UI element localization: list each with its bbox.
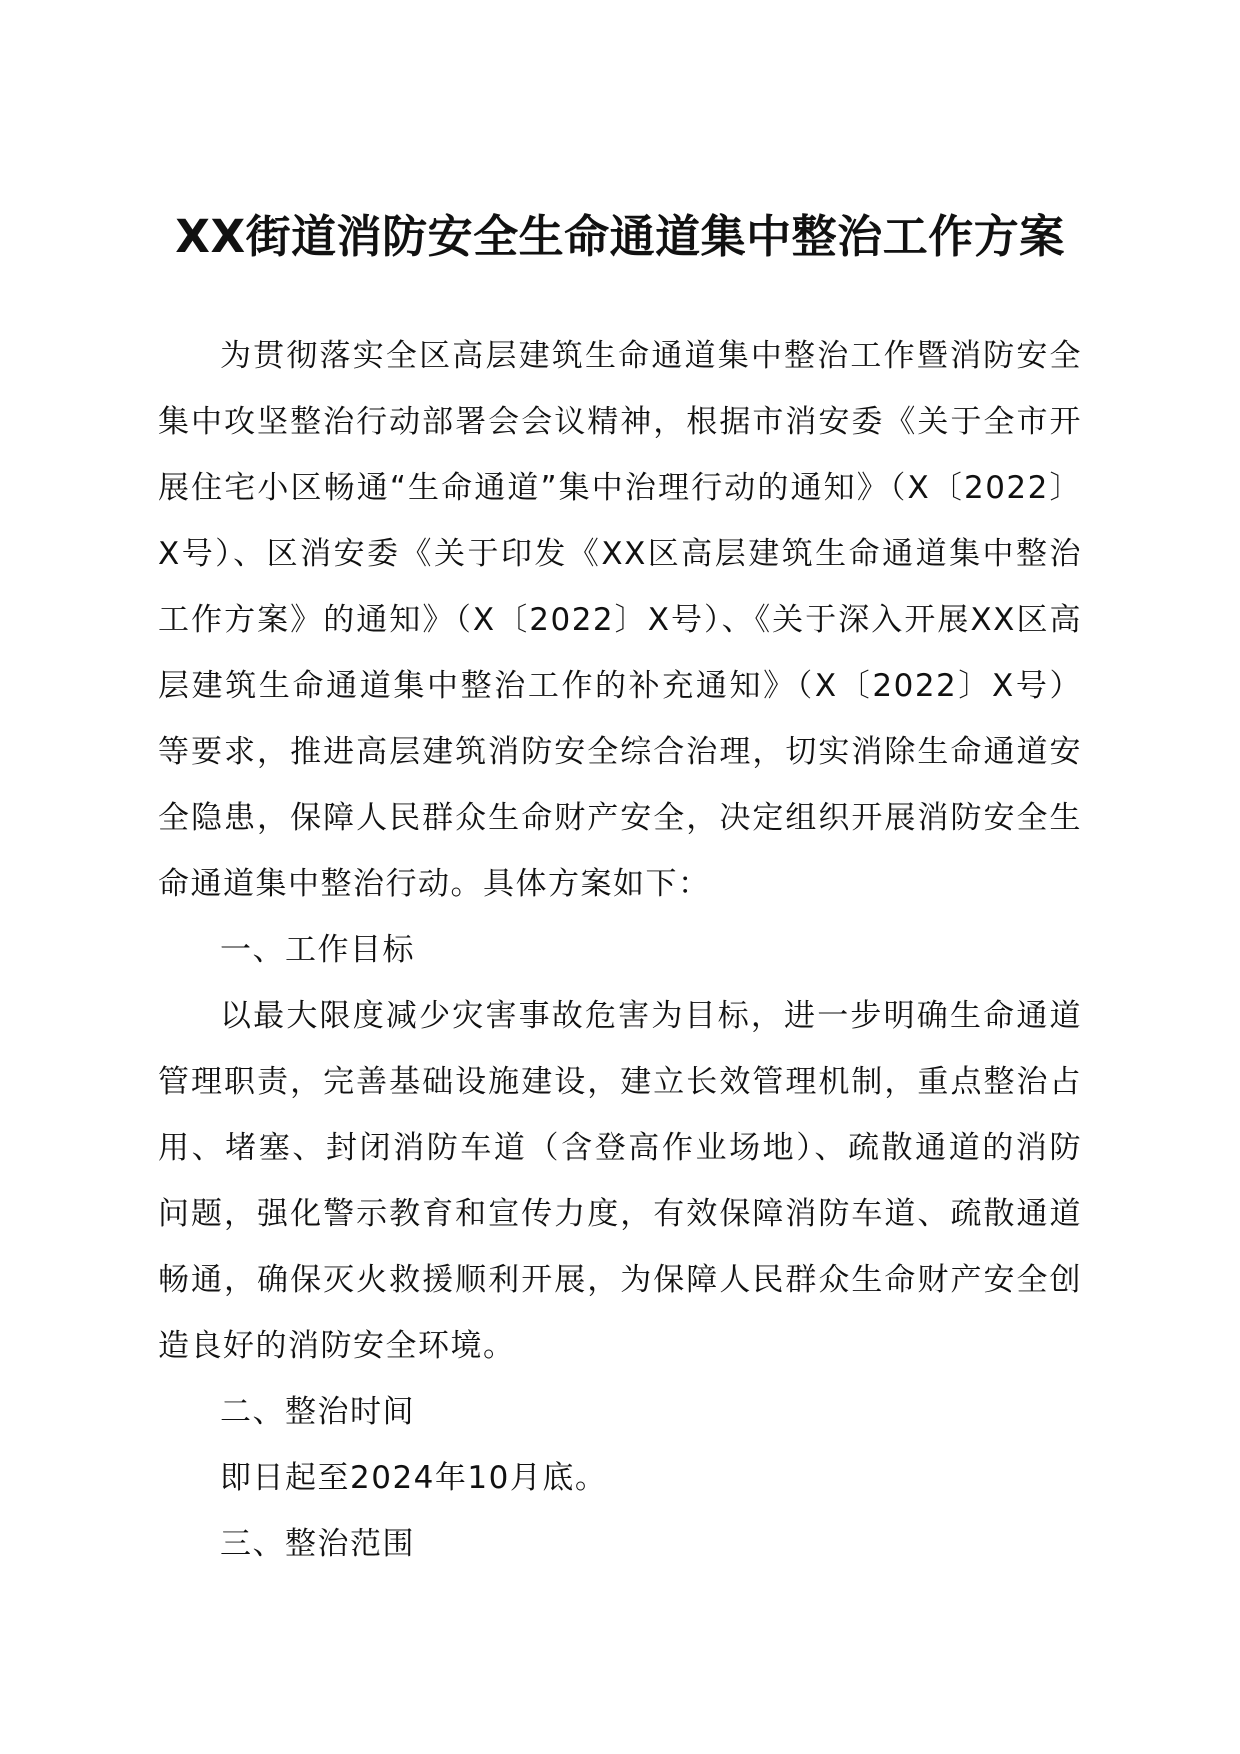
document-title: XX街道消防安全生命通道集中整治工作方案 [175, 210, 1065, 263]
document-body [158, 323, 1082, 1577]
intro-paragraph: 为贯彻落实全区高层建筑生命通道集中整治工作暨消防安全集中攻坚整治行动部署会会议精神，根据市消安委《关于全市开展住宅小区畅通“生命通道”集中治理行动的通知》（X〔2022〕X号）、区消安委《关于印发《XX区高层建筑生命通道集中整治工作方案》的通知》（X〔2022〕X号）、《关于深入开展XX区高层建筑生命通道集中整治工作的补充通知》（X〔2022〕X号）等要求，推进高层建筑消防安全综合治理，切实消除生命通道安全隐患，保障人民群众生命财产安全，决定组织开展消防安全生命通道集中整治行动。具体方案如下： [158, 338, 1082, 902]
time-paragraph: 即日起至2024年10月底。 [220, 1460, 608, 1496]
goals-paragraph: 以最大限度减少灾害事故危害为目标，进一步明确生命通道管理职责，完善基础设施建设，建立长效管理机制，重点整治占用、堵塞、封闭消防车道（含登高作业场地）、疏散通道的消防问题，强化警示教育和宣传力度，有效保障消防车道、疏散通道畅通，确保灭火救援顺利开展，为保障人民群众生命财产安全创造良好的消防安全环境。 [158, 998, 1082, 1364]
section-heading-scope: 三、整治范围 [220, 1526, 415, 1562]
section-heading-goals: 一、工作目标 [220, 932, 415, 968]
section-heading-time: 二、整治时间 [220, 1394, 415, 1430]
